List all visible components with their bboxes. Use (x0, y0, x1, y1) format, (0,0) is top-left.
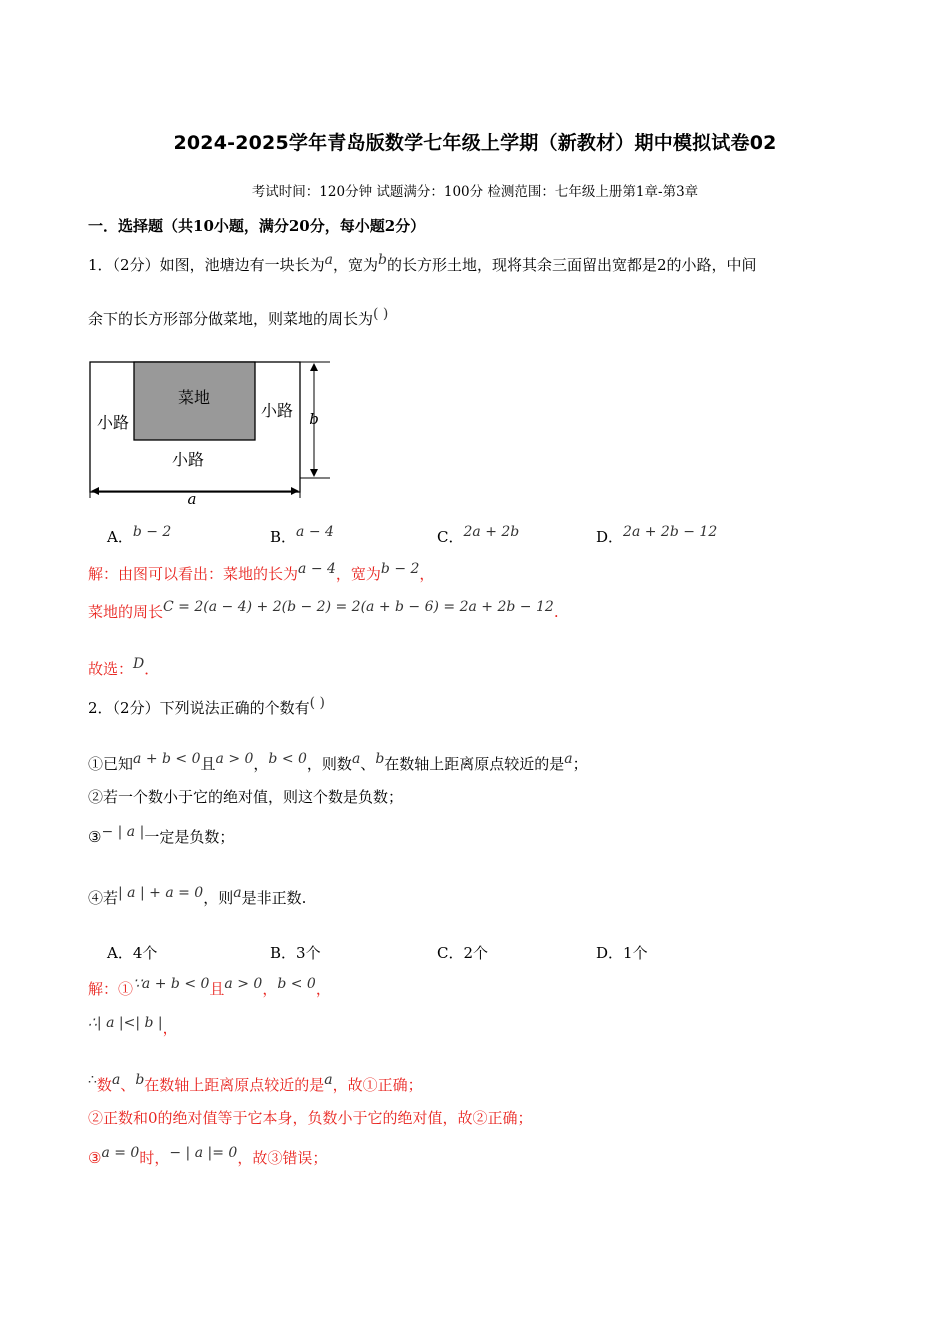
q1-solution-line2: 菜地的周长$^{C = 2(a - 4) + 2(b - 2) = 2(a + b - 6) = 2a + 2b - 12}$. (88, 599, 559, 621)
q1-option-a[interactable]: A．$^{b - 2}$ (107, 524, 172, 546)
q2-statement-3: ③$^{- | a |}$一定是负数； (88, 824, 235, 846)
q1-solution-line1: 解：由图可以看出：菜地的长为$^{a - 4}$，宽为$^{b - 2}$， (88, 561, 435, 583)
q2-solution-line3: ∴数$^a$、$^b$在数轴上距离原点较近的是$^a$，故①正确； (88, 1072, 423, 1094)
exam-info: 考试时间：120分钟 试题满分：100分 检测范围：七年级上册第1章-第3章 (251, 184, 699, 200)
q1-stem-line2: 余下的长方形部分做菜地，则菜地的周长为( ) (88, 306, 389, 328)
q2-stem: 2．（2分）下列说法正确的个数有( ) (88, 695, 325, 717)
answer-paren: ( ) (309, 695, 325, 711)
q1-option-c[interactable]: C．$^{2a + 2b}$ (437, 524, 520, 546)
q1-option-d[interactable]: D．$^{2a + 2b - 12}$ (596, 524, 718, 546)
q2-option-a[interactable]: A．4个 (107, 944, 158, 962)
road-left-label: 小路 (96, 413, 130, 432)
page-title: 2024-2025学年青岛版数学七年级上学期（新教材）期中模拟试卷02 (173, 132, 777, 154)
veg-label: 菜地 (177, 388, 211, 407)
q2-option-d[interactable]: D．1个 (596, 944, 648, 962)
dim-b-label: b (309, 410, 319, 428)
q2-option-c[interactable]: C．2个 (437, 944, 489, 962)
q2-solution-line4: ②正数和0的绝对值等于它本身，负数小于它的绝对值，故②正确； (88, 1109, 533, 1127)
q2-solution-line1: 解：①$^{\because a + b < 0}$且$^{a > 0}$，$^{b < 0}$， (88, 976, 331, 998)
q2-solution-line2: $^{\therefore| a |<| b |}$， (88, 1015, 178, 1037)
section-heading: 一．选择题（共10小题，满分20分，每小题2分） (88, 217, 426, 235)
q2-option-b[interactable]: B．3个 (270, 944, 321, 962)
q2-statement-1: ①已知$^{a + b < 0}$且$^{a > 0}$，$^{b < 0}$，则数$^a$、$^b$在数轴上距离原点较近的是$^a$； (88, 751, 588, 773)
q2-statement-4: ④若$^{| a | + a = 0}$，则$^a$是非正数. (88, 885, 307, 907)
dim-a-label: a (187, 490, 197, 508)
q1-option-b[interactable]: B．$^{a - 4}$ (270, 524, 334, 546)
q2-statement-2: ②若一个数小于它的绝对值，则这个数是负数； (88, 788, 404, 806)
q1-stem-line1: 1．（2分）如图，池塘边有一块长为$^a$，宽为$^b$的长方形土地，现将其余三面留出宽都是2的小路，中间 (88, 252, 757, 274)
road-bottom-label: 小路 (171, 450, 205, 469)
q1-figure (86, 358, 336, 508)
q2-solution-line5: ③$^{a = 0}$时，$^{- | a |= 0}$，故③错误； (88, 1145, 328, 1167)
road-right-label: 小路 (260, 401, 294, 420)
answer-paren: ( ) (373, 306, 389, 322)
q1-choice: 故选：$^D$． (88, 656, 160, 678)
